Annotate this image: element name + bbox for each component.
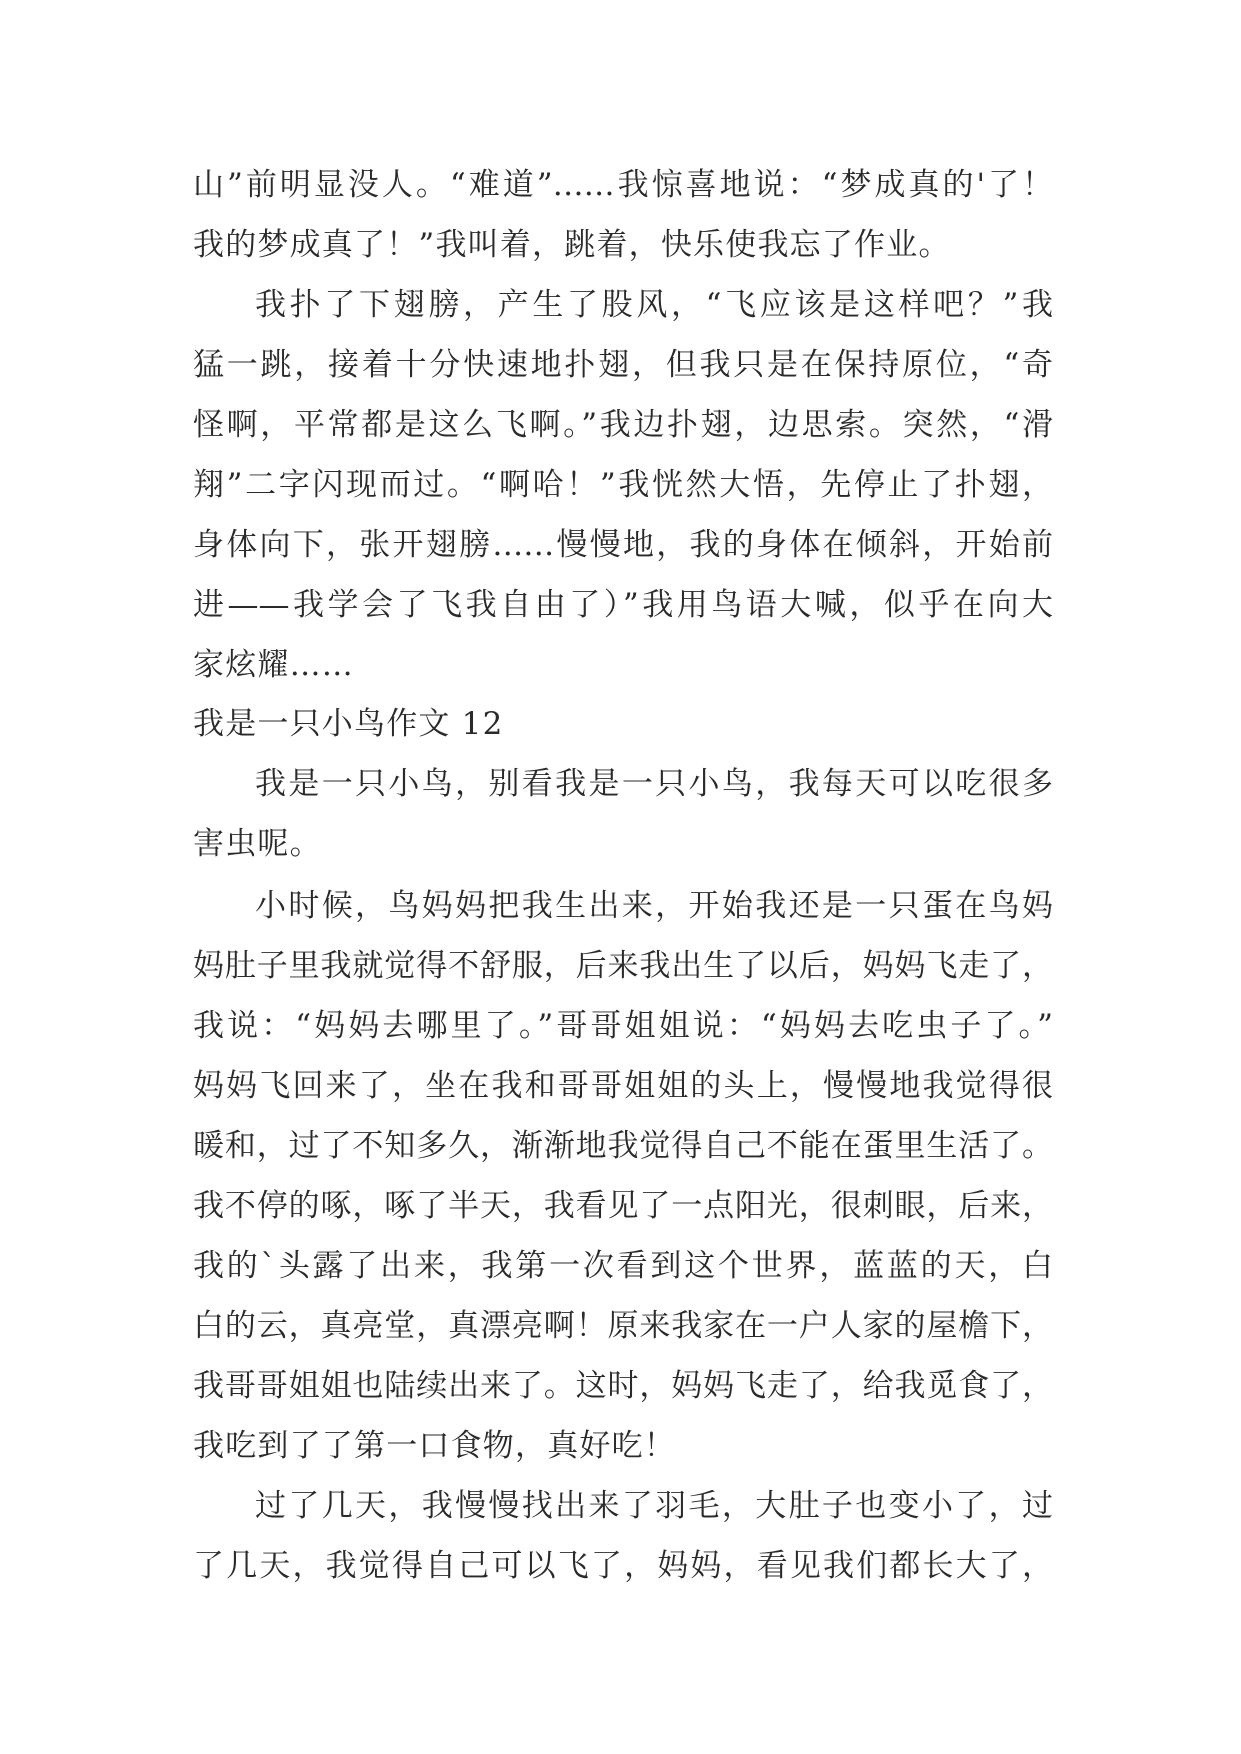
text-line: 山”前明显没人。“难道”……我惊喜地说：“梦成真的'了！ [193,167,1053,203]
text-line: 家炫耀…… [193,647,354,683]
text-line: 身体向下，张开翅膀……慢慢地，我的身体在倾斜，开始前 [193,527,1053,563]
paragraph-first-line: 小时候，鸟妈妈把我生出来，开始我还是一只蛋在鸟妈 [255,888,1053,924]
section-heading: 我是一只小鸟作文 12 [193,706,504,742]
text-line: 我说：“妈妈去哪里了。”哥哥姐姐说：“妈妈去吃虫子了。” [193,1008,1053,1044]
text-line: 白的云，真亮堂，真漂亮啊！原来我家在一户人家的屋檐下， [193,1308,1053,1344]
text-line: 妈妈飞回来了，坐在我和哥哥姐姐的头上，慢慢地我觉得很 [193,1068,1053,1104]
text-line: 怪啊，平常都是这么飞啊。”我边扑翅，边思索。突然，“滑 [193,407,1053,443]
paragraph-first-line: 我扑了下翅膀，产生了股风，“飞应该是这样吧？”我 [255,287,1053,323]
text-line: 了几天，我觉得自己可以飞了，妈妈，看见我们都长大了， [193,1548,1053,1584]
text-line: 进——我学会了飞我自由了）”我用鸟语大喊，似乎在向大 [193,587,1053,623]
paragraph-first-line: 过了几天，我慢慢找出来了羽毛，大肚子也变小了，过 [255,1488,1053,1524]
text-line: 猛一跳，接着十分快速地扑翅，但我只是在保持原位，“奇 [193,347,1053,383]
text-line: 我不停的啄，啄了半天，我看见了一点阳光，很刺眼，后来， [193,1188,1053,1224]
text-line: 暖和，过了不知多久，渐渐地我觉得自己不能在蛋里生活了。 [193,1128,1053,1164]
paragraph-first-line: 我是一只小鸟，别看我是一只小鸟，我每天可以吃很多 [255,766,1053,802]
text-line: 翔”二字闪现而过。“啊哈！”我恍然大悟，先停止了扑翅， [193,467,1053,503]
text-line: 我吃到了了第一口食物，真好吃！ [193,1428,676,1464]
text-line: 我的`头露了出来，我第一次看到这个世界，蓝蓝的天，白 [193,1248,1053,1284]
text-line: 我的梦成真了！”我叫着，跳着，快乐使我忘了作业。 [193,227,951,263]
text-line: 我哥哥姐姐也陆续出来了。这时，妈妈飞走了，给我觅食了， [193,1368,1053,1404]
text-line: 妈肚子里我就觉得不舒服，后来我出生了以后，妈妈飞走了， [193,948,1053,984]
text-line: 害虫呢。 [193,826,322,862]
